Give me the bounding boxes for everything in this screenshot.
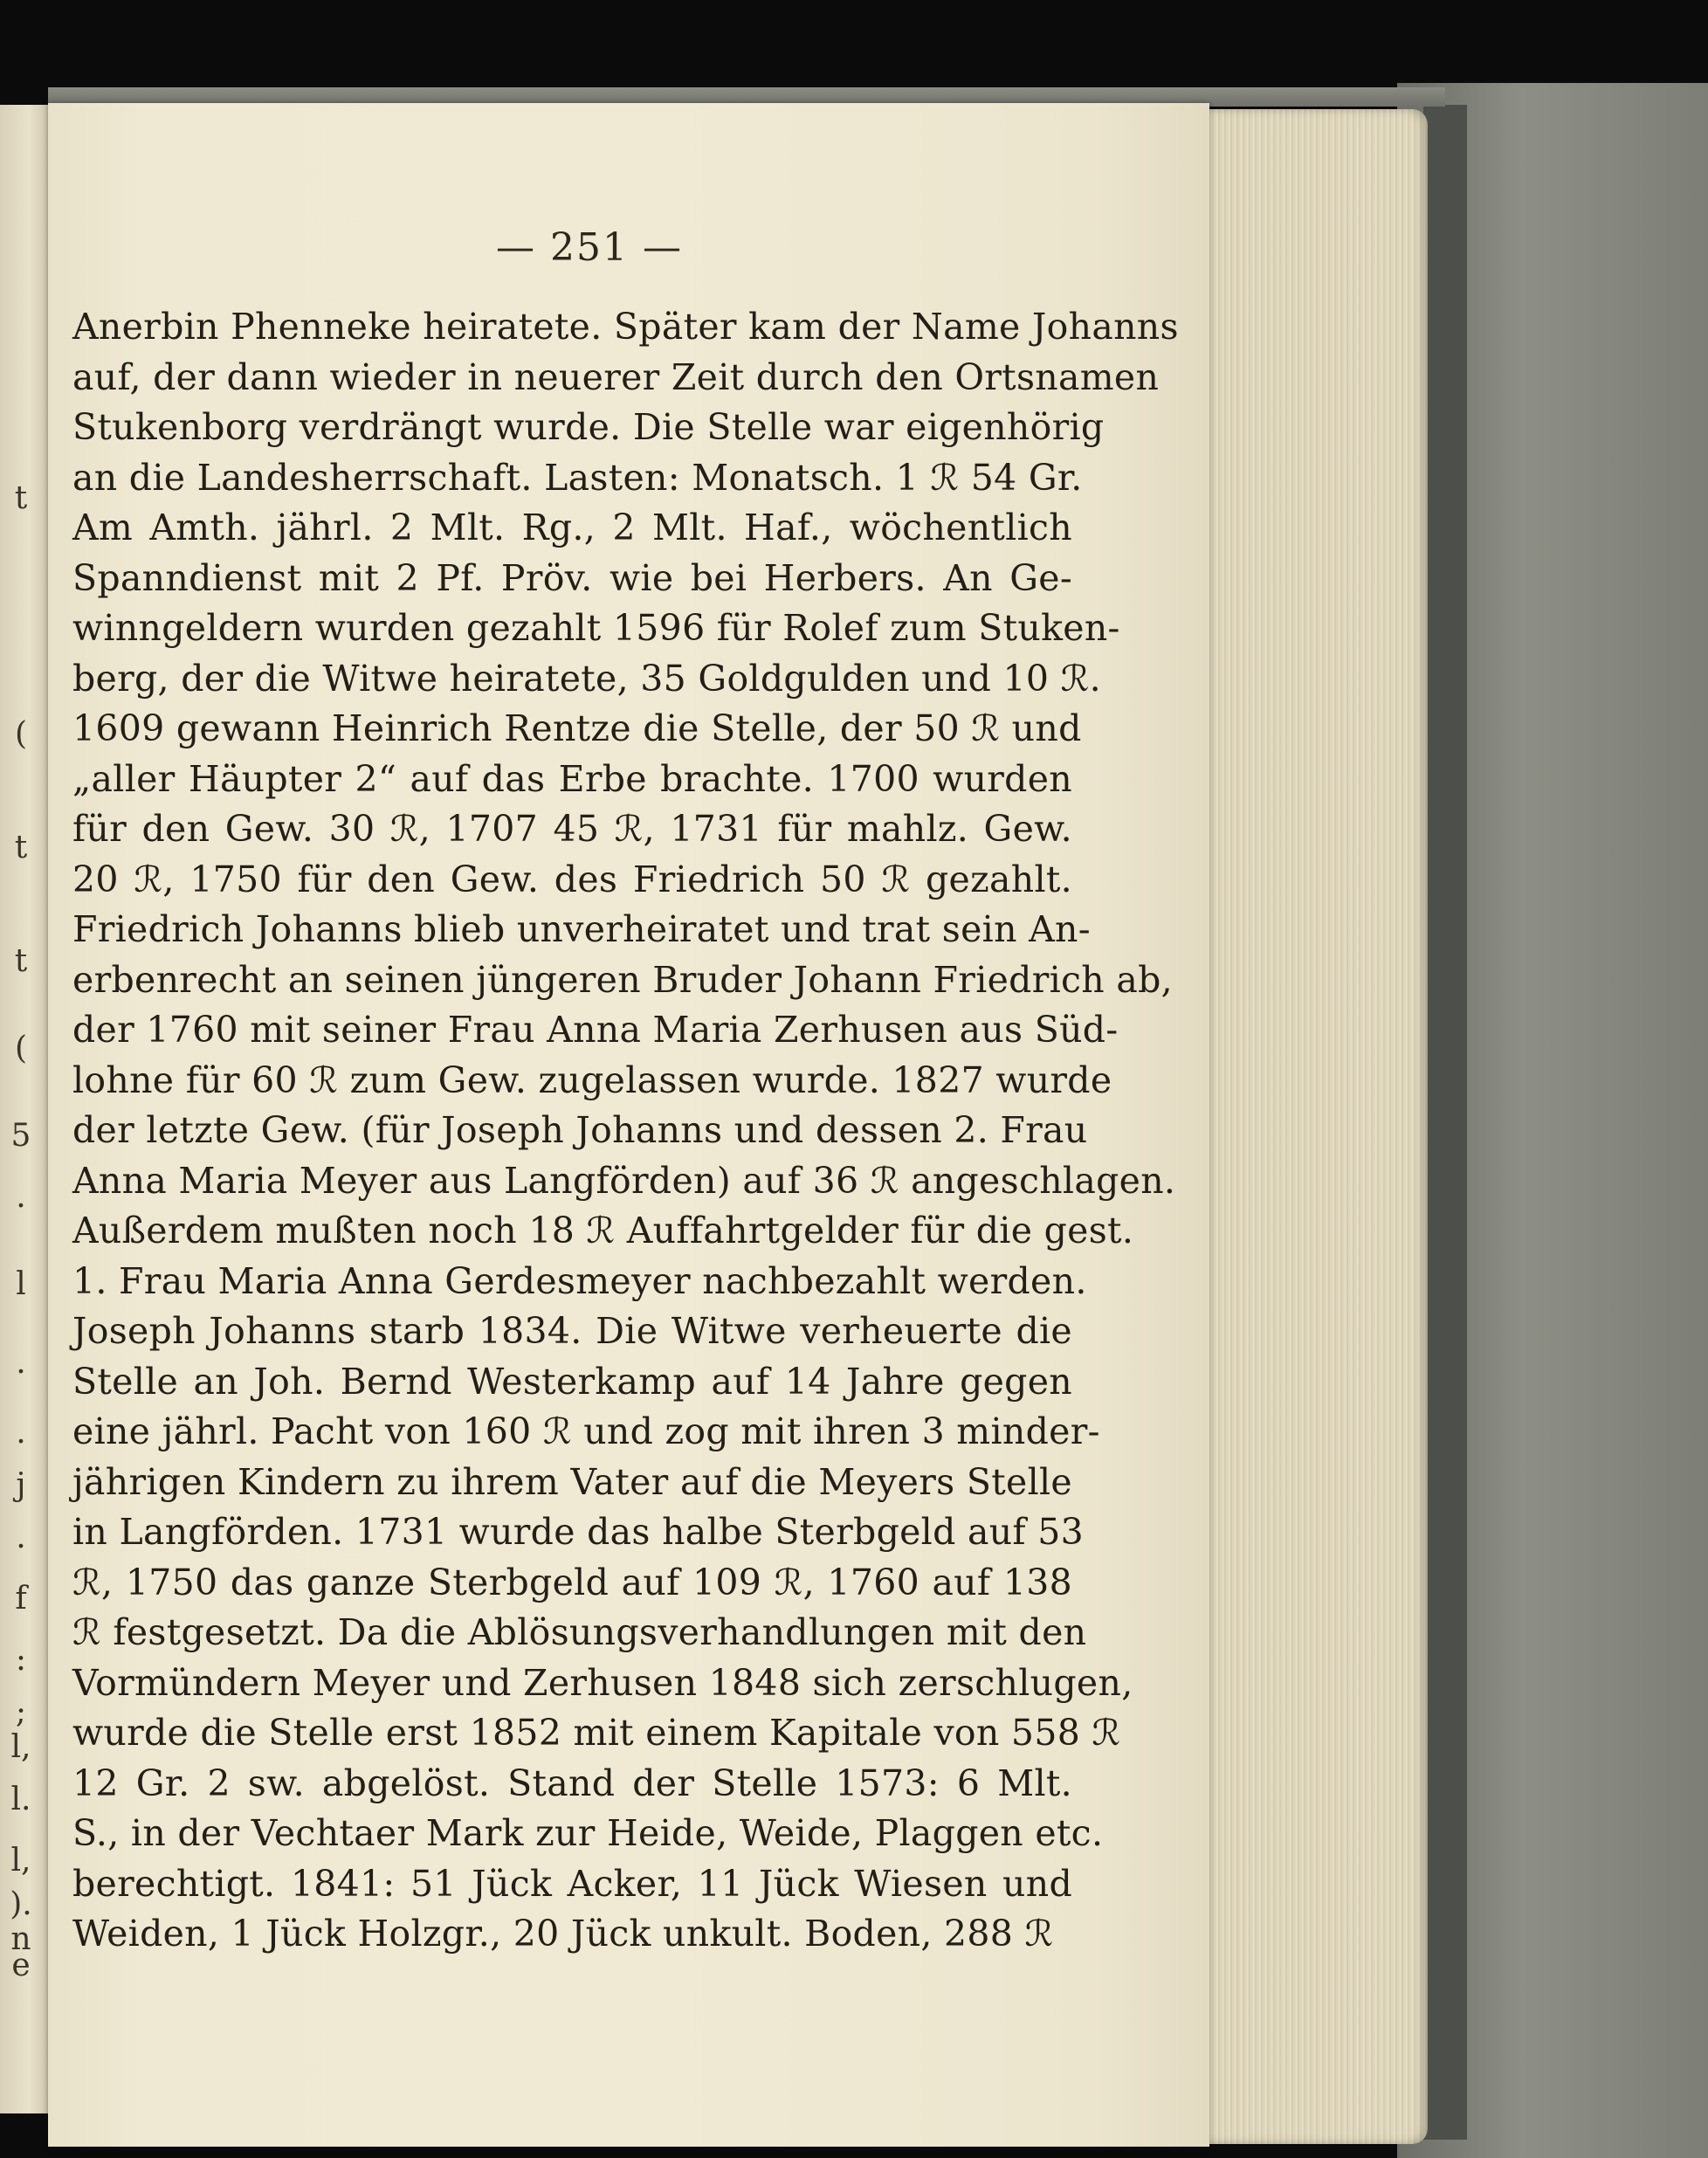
left-margin-mark: j xyxy=(16,1467,26,1503)
left-margin-mark: . xyxy=(16,1179,26,1215)
left-margin-mark: e xyxy=(11,1948,31,1983)
text-line: wurde die Stelle erst 1852 mit einem Kapitale von 558 ℛ xyxy=(72,1712,1121,1754)
left-margin-mark: l xyxy=(16,1266,26,1302)
text-line: Friedrich Johanns blieb unverheiratet und trat sein An- xyxy=(72,908,1091,950)
left-margin-mark: t xyxy=(14,943,28,979)
left-margin-mark: l, xyxy=(10,1843,31,1879)
fore-edge-pages xyxy=(1196,109,1428,2144)
left-margin-mark: l, xyxy=(10,1729,31,1765)
text-line: winngeldern wurden gezahlt 1596 für Rolef zum Stuken- xyxy=(72,607,1120,649)
left-margin-mark: . xyxy=(16,1345,26,1381)
left-margin-mark: t xyxy=(14,830,28,865)
text-line: Anerbin Phenneke heiratete. Später kam der Name Johanns xyxy=(72,306,1179,348)
page-number: — 251 — xyxy=(496,225,683,270)
text-line: berg, der die Witwe heiratete, 35 Goldgulden und 10 ℛ. xyxy=(72,657,1101,700)
left-margin-mark: . xyxy=(16,1415,26,1451)
text-line: 1609 gewann Heinrich Rentze die Stelle, der 50 ℛ und xyxy=(72,707,1082,749)
text-line: „aller Häupter 2“ auf das Erbe brachte. 1700 wurden xyxy=(72,757,1072,800)
left-margin-marks xyxy=(3,105,38,2113)
text-line: in Langförden. 1731 wurde das halbe Sterbgeld auf 53 xyxy=(72,1511,1084,1553)
text-line: Weiden, 1 Jück Holzgr., 20 Jück unkult. Boden, 288 ℛ xyxy=(72,1913,1054,1955)
left-margin-mark: 5 xyxy=(10,1118,31,1154)
text-line: erbenrecht an seinen jüngeren Bruder Johann Friedrich ab, xyxy=(72,958,1173,1001)
text-line: Anna Maria Meyer aus Langförden) auf 36 ℛ angeschlagen. xyxy=(72,1159,1176,1202)
body-text xyxy=(72,302,1179,1960)
left-margin-mark: ( xyxy=(14,716,28,752)
text-line: Vormündern Meyer und Zerhusen 1848 sich zerschlugen, xyxy=(72,1661,1133,1704)
text-line: berechtigt. 1841: 51 Jück Acker, 11 Jück Wiesen und xyxy=(72,1862,1072,1905)
text-line: ℛ, 1750 das ganze Sterbgeld auf 109 ℛ, 1760 auf 138 xyxy=(72,1561,1072,1603)
text-line: S., in der Vechtaer Mark zur Heide, Weide, Plaggen etc. xyxy=(72,1812,1104,1854)
text-line: an die Landesherrschaft. Lasten: Monatsch. 1 ℛ 54 Gr. xyxy=(72,456,1083,499)
left-margin-mark: f xyxy=(15,1581,27,1617)
text-line: 20 ℛ, 1750 für den Gew. des Friedrich 50 ℛ gezahlt. xyxy=(72,858,1072,900)
text-line: Außerdem mußten noch 18 ℛ Auffahrtgelder für die gest. xyxy=(72,1210,1134,1251)
text-line: Spanndienst mit 2 Pf. Pröv. wie bei Herbers. An Ge- xyxy=(72,556,1072,599)
cover-edge xyxy=(1423,105,1467,2140)
left-margin-mark: . xyxy=(16,1520,26,1555)
left-page-edge xyxy=(0,105,50,2113)
text-line: der 1760 mit seiner Frau Anna Maria Zerhusen aus Süd- xyxy=(72,1009,1119,1051)
text-line: Stukenborg verdrängt wurde. Die Stelle war eigenhörig xyxy=(72,406,1105,448)
left-margin-mark: : xyxy=(15,1642,27,1678)
text-line: 1. Frau Maria Anna Gerdesmeyer nachbezahlt werden. xyxy=(72,1259,1087,1302)
text-line: Am Amth. jährl. 2 Mlt. Rg., 2 Mlt. Haf., wöchentlich xyxy=(72,507,1072,548)
left-margin-mark: n xyxy=(10,1921,31,1957)
text-line: lohne für 60 ℛ zum Gew. zugelassen wurde. 1827 wurde xyxy=(72,1058,1112,1101)
text-line: für den Gew. 30 ℛ, 1707 45 ℛ, 1731 für mahlz. Gew. xyxy=(72,808,1072,850)
book-page xyxy=(48,103,1209,2147)
left-margin-mark: ). xyxy=(10,1886,32,1922)
text-line: ℛ festgesetzt. Da die Ablösungsverhandlungen mit den xyxy=(72,1611,1087,1653)
text-line: Stelle an Joh. Bernd Westerkamp auf 14 Jahre gegen xyxy=(72,1360,1072,1403)
text-line: auf, der dann wieder in neuerer Zeit durch den Ortsnamen xyxy=(72,355,1160,398)
left-margin-mark: ; xyxy=(15,1694,27,1730)
left-margin-mark: t xyxy=(14,480,28,516)
text-line: 12 Gr. 2 sw. abgelöst. Stand der Stelle 1573: 6 Mlt. xyxy=(72,1762,1072,1804)
text-line: eine jährl. Pacht von 160 ℛ und zog mit ihren 3 minder- xyxy=(72,1410,1100,1452)
text-line: jährigen Kindern zu ihrem Vater auf die Meyers Stelle xyxy=(72,1460,1072,1503)
left-margin-mark: ( xyxy=(14,1031,28,1066)
left-margin-mark: l. xyxy=(10,1782,31,1817)
text-line: der letzte Gew. (für Joseph Johanns und dessen 2. Frau xyxy=(72,1109,1088,1151)
text-line: Joseph Johanns starb 1834. Die Witwe verheuerte die xyxy=(72,1310,1072,1352)
